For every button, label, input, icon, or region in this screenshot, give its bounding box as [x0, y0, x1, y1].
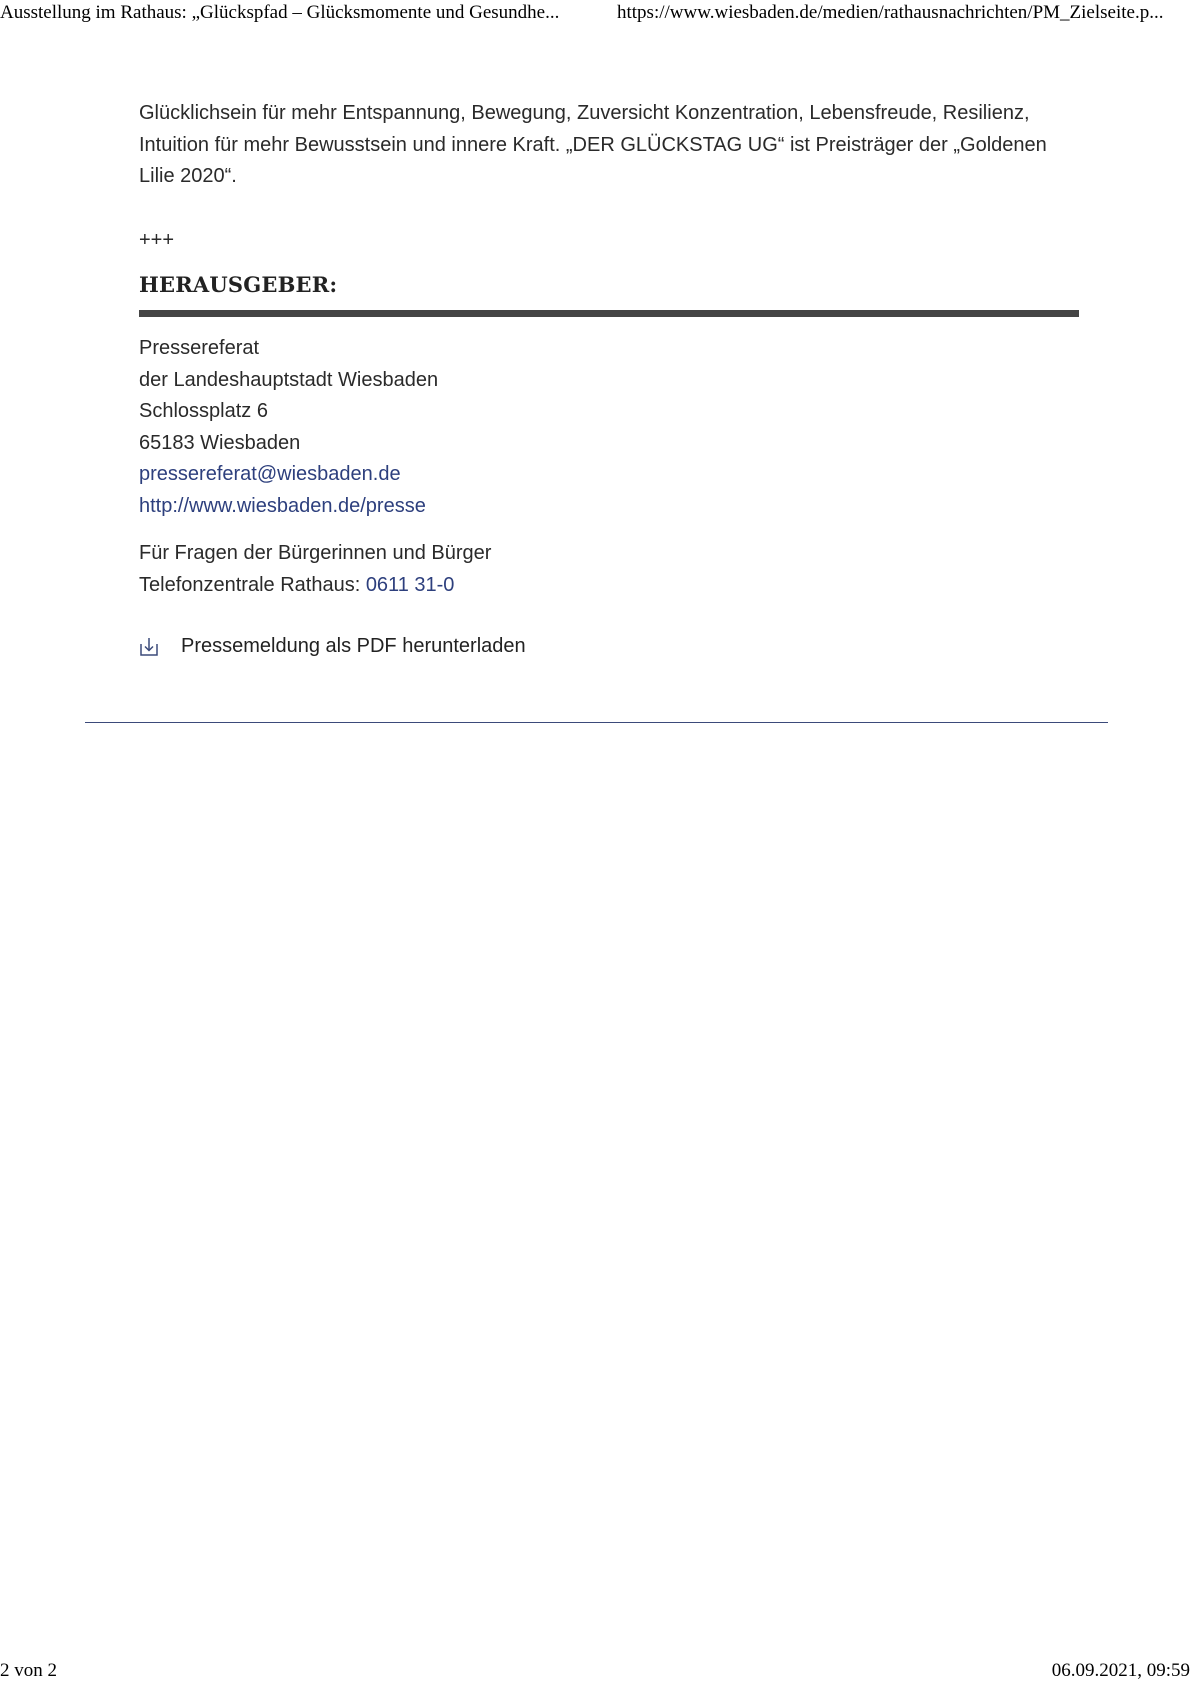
citizen-contact: [139, 538, 1079, 601]
heading-divider: [139, 310, 1079, 317]
publisher-heading: HERAUSGEBER:: [139, 272, 338, 297]
email-link[interactable]: pressereferat@wiesbaden.de: [139, 463, 401, 485]
print-header-url: https://www.wiesbaden.de/medien/rathausnachrichten/PM_Zielseite.p...: [617, 2, 1164, 23]
page-number: 2 von 2: [0, 1660, 57, 1681]
publisher-address: [139, 333, 1079, 522]
intro-line: Intuition für mehr Bewusstsein und innere Kraft. „DER GLÜCKSTAG UG“ ist Preisträger der „Goldenen: [139, 133, 1047, 156]
print-header: [0, 2, 1190, 28]
pdf-download-button[interactable]: [139, 631, 1079, 663]
intro-paragraph: [139, 98, 1079, 193]
print-datetime: 06.09.2021, 09:59: [1051, 1660, 1190, 1681]
phone-label: Telefonzentrale Rathaus:: [139, 573, 366, 596]
publisher-street: Schlossplatz 6: [139, 400, 268, 422]
website-link[interactable]: http://www.wiesbaden.de/presse: [139, 494, 426, 517]
intro-line: Glücklichsein für mehr Entspannung, Bewegung, Zuversicht Konzentration, Lebensfreude, Resilienz,: [139, 102, 1030, 124]
intro-line: Lilie 2020“.: [139, 165, 237, 187]
download-icon: [139, 633, 167, 661]
article-content: [139, 98, 1079, 663]
publisher-organization: der Landeshauptstadt Wiesbaden: [139, 368, 439, 391]
print-header-title: Ausstellung im Rathaus: „Glückspfad – Glücksmomente und Gesundhe...: [0, 2, 560, 23]
publisher-name: Pressereferat: [139, 337, 260, 359]
download-label: Pressemeldung als PDF herunterladen: [181, 635, 526, 657]
section-separator: +++: [139, 228, 175, 251]
phone-link[interactable]: 0611 31-0: [365, 573, 455, 596]
phone-line: [139, 570, 1079, 602]
content-bottom-divider: [85, 722, 1108, 723]
print-footer: [0, 1660, 1190, 1684]
publisher-city: 65183 Wiesbaden: [139, 431, 301, 454]
contact-intro: Für Fragen der Bürgerinnen und Bürger: [139, 542, 492, 564]
